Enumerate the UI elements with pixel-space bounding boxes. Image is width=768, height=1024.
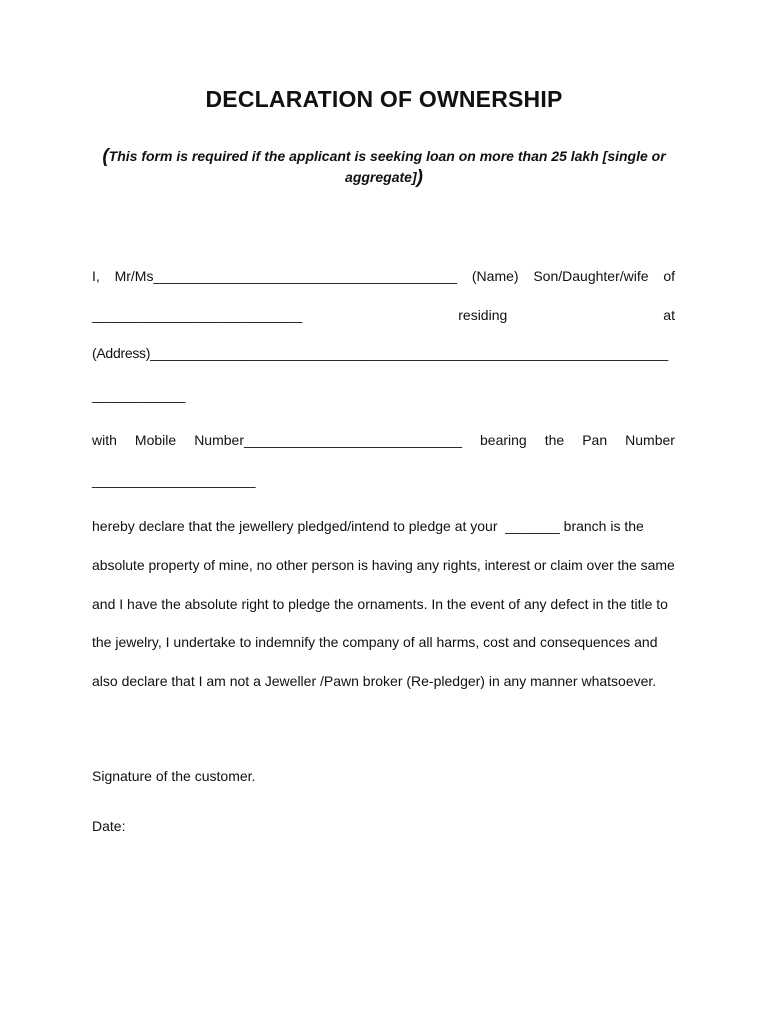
address-line: (Address)_____________________________________________________________________	[92, 345, 668, 361]
declaration-line: and I have the absolute right to pledge the ornaments. In the event of any defect in the title to	[92, 596, 668, 612]
text-word: with	[92, 432, 117, 448]
text-word: Mobile	[134, 432, 177, 448]
name-blank: Mr/Ms_______________________________________	[114, 268, 458, 284]
declaration-line: absolute property of mine, no other person is having any rights, interest or claim over the same	[92, 557, 675, 573]
signature-label: Signature of the customer.	[92, 768, 256, 784]
text-word: at	[663, 307, 675, 323]
text-word: (Name)	[471, 268, 519, 284]
mobile-pan-line	[92, 430, 675, 450]
pan-number-blank: _____________________	[92, 472, 256, 488]
text-word: Son/Daughter/wife	[533, 268, 649, 284]
relation-line	[92, 305, 675, 325]
close-paren: )	[416, 167, 423, 188]
page-title: DECLARATION OF OWNERSHIP	[205, 86, 563, 112]
text-word: residing	[458, 307, 508, 323]
note-text-line2: aggregate]	[345, 169, 417, 185]
name-line	[92, 266, 675, 286]
declaration-line: also declare that I am not a Jeweller /Pawn broker (Re-pledger) in any manner whatsoever.	[92, 673, 657, 689]
text-word: I,	[92, 268, 100, 284]
text-word: Number	[625, 432, 675, 448]
address-continuation-blank: ____________	[92, 387, 186, 403]
declaration-line: hereby declare that the jewellery pledged/intend to pledge at your _______ branch is the	[92, 518, 644, 534]
text-word: the	[544, 432, 565, 448]
declaration-line: the jewelry, I undertake to indemnify the company of all harms, cost and consequences and	[92, 634, 658, 650]
open-paren: (	[102, 146, 109, 167]
text-word: of	[663, 268, 675, 284]
mobile-number-blank: Number____________________________	[194, 432, 462, 448]
date-label: Date:	[92, 818, 126, 834]
note-text-line1: This form is required if the applicant is seeking loan on more than 25 lakh [single or	[108, 148, 666, 164]
form-requirement-note	[92, 146, 676, 188]
text-word: bearing	[480, 432, 527, 448]
text-word: Pan	[582, 432, 608, 448]
relation-blank: ___________________________	[92, 307, 303, 323]
